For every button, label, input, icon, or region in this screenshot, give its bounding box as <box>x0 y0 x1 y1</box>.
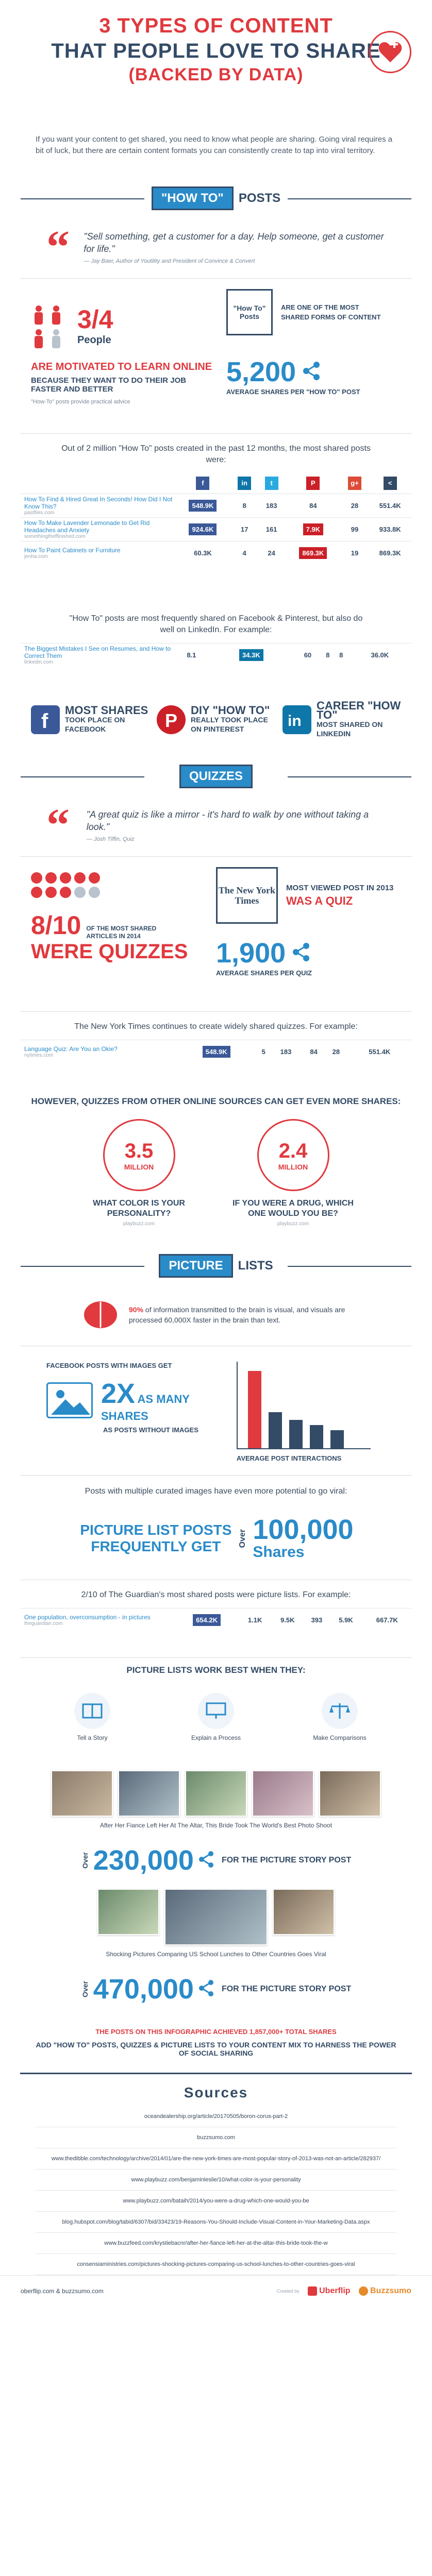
quizzes-quote-text: "A great quiz is like a mirror - it's hard to walk by one without taking a look." <box>86 809 369 832</box>
howto-avg-shares: 5,200 <box>226 357 296 387</box>
howto-fraction-unit: People <box>77 334 111 346</box>
quizzes-quote <box>0 794 432 856</box>
brain-pct: 90% <box>129 1306 144 1314</box>
scale-icon <box>322 1693 358 1729</box>
quiz-however: HOWEVER, QUIZZES FROM OTHER ONLINE SOURCES CAN GET EVEN MORE SHARES: <box>31 1096 401 1106</box>
chart-bar <box>248 1371 261 1448</box>
table-row: Language Quiz: Are You an Okie? nytimes.com 548.9K 5 183 84 28 551.4K <box>20 1040 412 1064</box>
howto-table-section <box>0 434 432 604</box>
pictures-banner-tag: PICTURE <box>159 1254 232 1278</box>
share-icon <box>301 361 322 384</box>
over-number: 100,000 <box>253 1514 354 1545</box>
linkedin-icon <box>283 705 311 734</box>
platform-facebook: f MOST SHARES TOOK PLACE ON FACEBOOK <box>31 697 149 743</box>
why-row <box>0 1683 432 1765</box>
photo-icon <box>46 1382 93 1418</box>
howto-platforms <box>0 681 432 758</box>
total-share-icon: < <box>384 477 397 490</box>
chart-label: AVERAGE POST INTERACTIONS <box>236 1454 342 1462</box>
howto-are-one: ARE ONE OF THE MOST <box>280 303 359 311</box>
row-title[interactable]: One population, overconsumption - in pictures <box>24 1614 151 1621</box>
row-title[interactable]: How To Paint Cabinets or Furniture <box>24 546 121 554</box>
intro-paragraph: If you want your content to get shared, you need to know what people are sharing. Going viral requires a bit of luck, but there are certain content formats you can consistently create to tap into viral territory. <box>36 135 393 155</box>
quiz-fraction: 8/10 <box>31 911 81 940</box>
quiz-avg-shares: 1,900 <box>216 938 286 969</box>
fb-label: FACEBOOK POSTS WITH IMAGES GET <box>46 1362 172 1369</box>
howto-linkedin-section <box>0 604 432 681</box>
platform-pinterest: P DIY "HOW TO" REALLY TOOK PLACE ON PINTEREST <box>157 697 275 743</box>
story1-caption[interactable]: After Her Fiance Left Her At The Altar, This Bride Took The World's Best Photo Shoot <box>99 1822 333 1829</box>
brain-stat <box>0 1284 432 1346</box>
quiz-circles <box>0 1114 432 1248</box>
fb-mult-label: AS MANY SHARES <box>101 1393 190 1422</box>
person-icon <box>31 304 46 326</box>
table-row: How To Paint Cabinets or Furniture jenha.com 60.3K 4 24 869.3K 19 869.3K <box>20 541 412 565</box>
outro-total: THE POSTS ON THIS INFOGRAPHIC ACHIEVED 1,857,000+ TOTAL SHARES <box>95 2028 337 2036</box>
quizzes-banner <box>0 758 432 794</box>
header <box>0 0 432 124</box>
howto-table-intro: Out of 2 million "How To" posts created in the past 12 months, the most shared posts were: <box>61 444 371 464</box>
guardian-section <box>0 1580 432 1657</box>
person-icon <box>48 304 64 326</box>
heart-share-icon <box>369 31 411 73</box>
quizzes-banner-tag: QUIZZES <box>179 765 253 788</box>
uberflip-logo[interactable]: Uberflip <box>308 2286 351 2296</box>
sources-title: Sources <box>20 2073 412 2106</box>
buzzsumo-logo[interactable]: Buzzsumo <box>359 2286 411 2296</box>
howto-shares-table <box>20 473 412 565</box>
svg-text:in: in <box>288 713 302 730</box>
book-icon <box>74 1693 110 1729</box>
over-shares: Shares <box>253 1544 305 1561</box>
story-photo <box>118 1770 180 1817</box>
twitter-icon: t <box>265 477 278 490</box>
story1-text: FOR THE PICTURE STORY POST <box>221 1856 352 1865</box>
pictures-banner-suffix: LISTS <box>238 1259 273 1273</box>
howto-quote-source: — Jay Baer, Author of Youtility and President of Convince & Convert <box>84 258 255 264</box>
howto-because: BECAUSE THEY WANT TO DO THEIR JOB FASTER AND BETTER <box>31 376 187 394</box>
over-label: Over <box>238 1529 247 1548</box>
quiz-table-intro: The New York Times continues to create widely shared quizzes. For example: <box>74 1022 358 1031</box>
quote-mark-icon: “ <box>46 222 70 273</box>
picture-list-text: PICTURE LIST POSTS FREQUENTLY GET <box>80 1522 232 1554</box>
story-photo <box>273 1889 335 1935</box>
linkedin-icon: in <box>238 477 251 490</box>
howto-banner-suffix: POSTS <box>238 191 281 205</box>
share-icon <box>197 1850 215 1871</box>
facebook-icon <box>31 705 60 734</box>
howto-avg-label: AVERAGE SHARES PER "HOW TO" POST <box>226 388 360 396</box>
book-icon <box>226 289 273 335</box>
story-photo <box>51 1770 113 1817</box>
why-item-story: Tell a Story <box>56 1693 128 1765</box>
quiz-avg-label: AVERAGE SHARES PER QUIZ <box>216 969 312 977</box>
howto-promise-note: "How-To" posts provide practical advice <box>31 399 130 405</box>
title-line-2: THAT PEOPLE LOVE TO SHARE <box>51 40 381 62</box>
people-icons <box>31 304 64 350</box>
source-link[interactable]: www.playbuzz.com/bataih/2014/you-were-a-drug-which-one-would-you-be <box>36 2191 396 2212</box>
pinterest-icon <box>157 705 186 734</box>
table-row: How To Make Lavender Lemonade to Get Rid Headaches and Anxiety somethingtheffinished.com 924.6K 17 161 7.9K 99 933.8K <box>20 517 412 541</box>
svg-text:f: f <box>41 710 48 733</box>
story-photo <box>319 1770 381 1817</box>
fb-mult-sub: AS POSTS WITHOUT IMAGES <box>103 1426 198 1434</box>
howto-fraction: 3/4 <box>77 305 113 334</box>
row-title[interactable]: How To Make Lavender Lemonade to Get Rid Headaches and Anxiety <box>24 519 150 534</box>
table-row: How To Find & Hired Great In Seconds! How Did I Not Know This? pastfiles.com 548.9K 8 183 84 28 551.4K <box>20 494 412 517</box>
chart-bar <box>310 1425 323 1448</box>
source-link[interactable]: www.thedibble.com/technology/archive/2014/01/are-the-new-york-times-are-most-popular-story-of-2013-was-not-an-article/282937/ <box>36 2148 396 2170</box>
chart-bar <box>289 1420 303 1448</box>
share-icon <box>291 942 311 965</box>
why-title: PICTURE LISTS WORK BEST WHEN THEY: <box>126 1665 306 1675</box>
row-title[interactable]: The Biggest Mistakes I See on Resumes, and How to Correct Them <box>24 645 171 660</box>
created-by: Created by <box>276 2288 300 2294</box>
nyt-logo: The New York Times <box>216 867 278 924</box>
source-link[interactable]: oceandealership.org/article/20170505/boron-corus-part-2 <box>36 2106 396 2127</box>
title-line-3: (BACKED BY DATA) <box>128 65 304 84</box>
howto-book-label: "How To" Posts <box>233 304 266 320</box>
quote-mark-icon: “ <box>46 800 70 851</box>
quiz-were-quizzes: WERE QUIZZES <box>31 940 188 963</box>
quizzes-quote-source: — Josh Tiffin, Quiz <box>86 836 135 842</box>
title-line-1: 3 TYPES OF CONTENT <box>99 14 333 37</box>
row-title[interactable]: Language Quiz: Are You an Okie? <box>24 1045 118 1053</box>
quiz-was-quiz: WAS A QUIZ <box>286 894 353 907</box>
fb-image-compare <box>0 1346 432 1475</box>
howto-shared-forms: SHARED FORMS OF CONTENT <box>280 313 381 321</box>
person-icon <box>31 328 46 350</box>
story2-caption[interactable]: Shocking Pictures Comparing US School Lunches to Other Countries Goes Viral <box>106 1951 326 1958</box>
source-link[interactable]: www.buzzfeed.com/krystiebacnr/after-her-fiance-left-her-at-the-altar-this-bride-took-the-w <box>36 2233 396 2254</box>
source-link[interactable]: www.playbuzz.com/benjaminleslie/10/what-color-is-your-personality <box>36 2170 396 2191</box>
share-icon <box>197 1979 215 2000</box>
svg-text:P: P <box>165 710 178 731</box>
facebook-icon: f <box>196 477 209 490</box>
guardian-note: 2/10 of The Guardian's most shared posts were picture lists. For example: <box>81 1590 351 1599</box>
source-link[interactable]: buzzsumo.com <box>36 2127 396 2148</box>
chart-bar <box>269 1412 282 1448</box>
howto-li-note: "How To" posts are most frequently shared on Facebook & Pinterest, but also do well on LinkedIn. For example: <box>69 614 363 634</box>
outro-cta: ADD "HOW TO" POSTS, QUIZZES & PICTURE LISTS TO YOUR CONTENT MIX TO HARNESS THE POWER OF SOCIAL SHARING <box>36 2041 396 2057</box>
platform-linkedin: in CAREER "HOW TO" MOST SHARED ON LINKEDIN <box>283 697 401 743</box>
quizzes-stats <box>0 857 432 1011</box>
story-photo <box>252 1770 314 1817</box>
interactions-bar-chart <box>237 1362 371 1449</box>
story2-over: Over 470,000 FOR THE PICTURE STORY POST <box>80 1974 352 2005</box>
howto-motivated: ARE MOTIVATED TO LEARN ONLINE <box>31 361 212 372</box>
sources-list <box>36 2106 396 2275</box>
why-item-process: Explain a Process <box>180 1693 252 1765</box>
brain-icon <box>82 1297 119 1333</box>
story2-photos <box>0 1884 432 1951</box>
over-100k <box>0 1497 432 1580</box>
row-title[interactable]: How To Find & Hired Great In Seconds! How Did I Not Know This? <box>24 495 173 510</box>
person-icon <box>48 328 64 350</box>
brain-text: of information transmitted to the brain is visual, and visuals are processed 60,000X faster in the brain than text. <box>129 1306 345 1324</box>
source-link[interactable]: blog.hubspot.com/blog/tabid/6307/bid/33423/19-Reasons-You-Should-Include-Visual-Content-in-Your-Marketing-Data.aspx <box>36 2212 396 2233</box>
fb-mult: 2X <box>101 1378 136 1409</box>
howto-banner-tag: "HOW TO" <box>152 187 234 210</box>
chart-bar <box>330 1430 344 1448</box>
story-photo <box>97 1889 159 1935</box>
pictures-banner <box>0 1248 432 1284</box>
pinterest-icon: P <box>306 477 320 490</box>
footer-urls[interactable]: oberflip.com & buzzsumo.com <box>21 2287 104 2295</box>
howto-stats <box>0 279 432 433</box>
story-photo <box>185 1770 247 1817</box>
quiz-most-viewed: MOST VIEWED POST IN 2013 <box>286 883 394 892</box>
presentation-icon <box>198 1693 234 1729</box>
story1-over: Over 230,000 FOR THE PICTURE STORY POST <box>80 1845 352 1876</box>
story-photo <box>164 1889 268 1945</box>
story1-photos <box>0 1765 432 1822</box>
quiz-circle-2: 2.4 MILLION IF YOU WERE A DRUG, WHICH ONE WOULD YOU BE? playbuzz.com <box>231 1119 355 1227</box>
table-row: One population, overconsumption - in pictures theguardian.com 654.2K 1.1K 9.5K 393 5.9K 667.7K <box>20 1608 412 1632</box>
howto-quote-text: "Sell something, get a customer for a day. Help someone, get a customer for life." <box>84 231 384 254</box>
quiz-frac-label: OF THE MOST SHARED ARTICLES IN 2014 <box>86 925 157 940</box>
googleplus-icon: g+ <box>348 477 361 490</box>
footer <box>0 2275 432 2306</box>
story2-number: 470,000 <box>93 1974 194 2005</box>
multi-intro: Posts with multiple curated images have even more potential to go viral: <box>85 1487 347 1496</box>
table-row: The Biggest Mistakes I See on Resumes, and How to Correct Them linkedin.com 8.1 34.3K 60 8 8 36.0K <box>20 643 412 667</box>
quizzes-table-section <box>0 1012 432 1089</box>
howto-quote <box>0 216 432 278</box>
outro <box>0 2012 432 2073</box>
quiz-grid-icon <box>31 872 216 898</box>
story2-text: FOR THE PICTURE STORY POST <box>221 1985 352 1993</box>
howto-banner <box>0 180 432 216</box>
story1-number: 230,000 <box>93 1845 194 1876</box>
quiz-circle-1: 3.5 MILLION WHAT COLOR IS YOUR PERSONALITY? playbuzz.com <box>77 1119 201 1227</box>
source-link[interactable]: consensiaministries.com/pictures-shocking-pictures-comparing-us-school-lunches-to-other-countries-goes-viral <box>36 2254 396 2275</box>
why-item-compare: Make Comparisons <box>304 1693 376 1765</box>
